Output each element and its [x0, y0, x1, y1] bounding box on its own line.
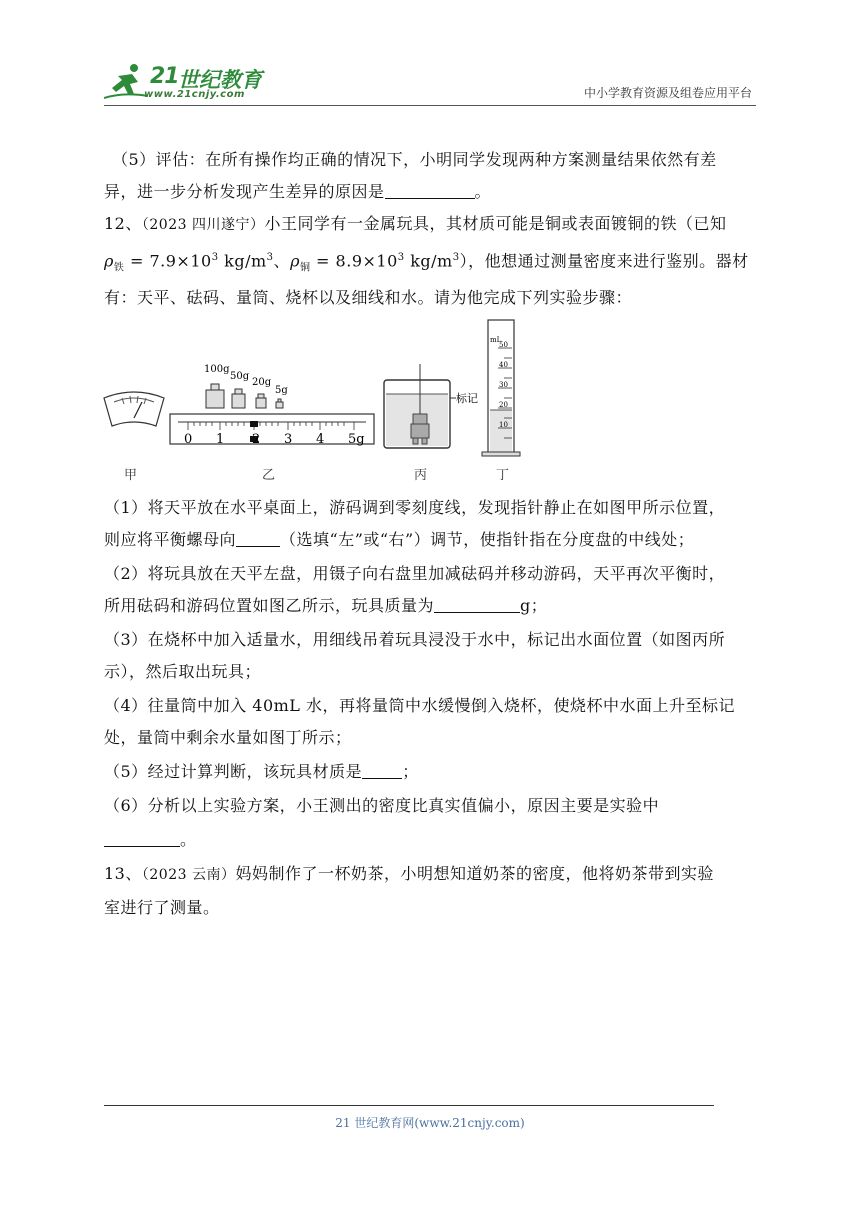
- q13-number: 13、: [104, 864, 142, 883]
- step-5-tail: ；: [402, 762, 419, 781]
- copper-exponent: 3: [397, 252, 405, 263]
- balance-dial-icon: [104, 392, 164, 426]
- weight-label-50g: 50g: [230, 371, 250, 382]
- ruler-tick-5g: 5g: [348, 432, 365, 447]
- q12-number: 12、: [104, 214, 142, 233]
- figure-label-jia: 甲: [124, 468, 138, 483]
- rider-ruler: [170, 414, 374, 447]
- step-1-line-1: （1）将天平放在水平桌面上，游码调到零刻度线，发现指针静止在如图甲所示位置，: [104, 498, 726, 517]
- step-6-tail: 。: [180, 830, 197, 849]
- figure-label-ding: 丁: [496, 468, 510, 483]
- logo: [104, 62, 264, 102]
- iron-unit: kg/m: [218, 251, 267, 271]
- ruler-tick-1: 1: [216, 432, 225, 447]
- q12-source: （2023 四川遂宁）: [141, 217, 265, 233]
- weight-label-100g: 100g: [204, 364, 230, 375]
- cylinder-unit: mL: [490, 336, 502, 344]
- q11-line-2-text: 异，进一步分析发现产生差异的原因是: [104, 182, 385, 201]
- step-4-line-1: （4）往量筒中加入 40mL 水，再将量筒中水缓慢倒入烧杯，使烧杯中水面上升至标记: [104, 696, 736, 715]
- step-3-line-1: （3）在烧杯中加入适量水，用细线吊着玩具浸没于水中，标记出水面位置（如图丙所: [104, 630, 726, 649]
- q12-line-1: [104, 214, 726, 235]
- q11-line-2: [104, 182, 491, 202]
- mark-label: 标记: [456, 392, 478, 405]
- rho-copper-value: = 8.9×10: [310, 251, 398, 271]
- step-4-line-2: 处，量筒中剩余水量如图丁所示；: [104, 728, 352, 747]
- header-divider: [104, 105, 756, 106]
- measuring-cylinder-icon: [482, 320, 520, 456]
- step-2-line-2: [104, 596, 547, 616]
- ruler-tick-0: 0: [184, 432, 193, 447]
- answer-blank[interactable]: [385, 183, 475, 199]
- step-1-text: 则应将平衡螺母向: [104, 530, 237, 549]
- rho-iron-symbol: ρ: [104, 251, 114, 271]
- answer-blank[interactable]: [104, 831, 180, 847]
- cylinder-tick-20: 20: [499, 401, 508, 409]
- separator: 、: [273, 251, 291, 271]
- iron-exponent: 3: [211, 252, 219, 263]
- q11-line-1: （5）评估：在所有操作均正确的情况下，小明同学发现两种方案测量结果依然有差: [112, 150, 717, 169]
- footer-text: 21 世纪教育网(www.21cnjy.com): [335, 1116, 525, 1130]
- copper-unit-exponent: 3: [452, 252, 460, 263]
- q12-line-3: 有：天平、砝码、量筒、烧杯以及细线和水。请为他完成下列实验步骤：: [104, 288, 633, 307]
- rho-iron-value: = 7.9×10: [124, 251, 212, 271]
- weight-label-5g: 5g: [275, 385, 288, 396]
- cylinder-tick-30: 30: [499, 381, 508, 389]
- q12-line-2-tail: ），他想通过测量密度来进行鉴别。器材: [459, 251, 749, 271]
- rho-copper-symbol: ρ: [290, 251, 300, 271]
- weight-label-20g: 20g: [252, 377, 272, 388]
- answer-blank[interactable]: [434, 597, 520, 613]
- step-3-line-2: 示），然后取出玩具；: [104, 662, 262, 681]
- step-1-line-2: [104, 530, 694, 550]
- weights-group: [204, 364, 288, 408]
- step-6-line-1: （6）分析以上实验方案，小王测出的密度比真实值偏小，原因主要是实验中: [104, 796, 660, 815]
- q12-text: 小王同学有一金属玩具，其材质可能是铜或表面镀铜的铁（已知: [264, 214, 727, 233]
- step-1-tail: （选填“左”或“右”）调节，使指针指在分度盘的中线处；: [280, 530, 695, 549]
- step-5-line: [104, 762, 419, 782]
- runner-icon: [104, 62, 148, 102]
- platform-tagline: 中小学教育资源及组卷应用平台: [583, 86, 752, 100]
- footer-divider: [104, 1105, 714, 1106]
- step-2-tail: g；: [520, 596, 548, 615]
- q13-text: 妈妈制作了一杯奶茶，小明想知道奶茶的密度，他将奶茶带到实验: [235, 864, 714, 883]
- logo-number: 21: [150, 64, 179, 89]
- q11-line-2-end: 。: [474, 182, 492, 201]
- step-5-text: （5）经过计算判断，该玩具材质是: [104, 762, 363, 781]
- ruler-tick-3: 3: [284, 432, 293, 447]
- figure-label-yi: 乙: [262, 468, 276, 483]
- experiment-figure: [100, 318, 540, 458]
- figure-label-bing: 丙: [414, 468, 428, 483]
- logo-url: www.21cnjy.com: [144, 89, 245, 100]
- q13-line-1: [104, 864, 714, 885]
- rho-iron-subscript: 铁: [113, 262, 125, 274]
- step-2-line-1: （2）将玩具放在天平左盘，用镊子向右盘里加减砝码并移动游码，天平再次平衡时，: [104, 564, 726, 583]
- ruler-tick-2: 2: [252, 432, 261, 447]
- ruler-tick-4: 4: [316, 432, 325, 447]
- cylinder-tick-10: 10: [499, 421, 508, 429]
- copper-unit: kg/m: [404, 251, 453, 271]
- q13-source: （2023 云南）: [141, 867, 236, 883]
- q12-line-2: [104, 248, 749, 279]
- rho-copper-subscript: 铜: [299, 262, 311, 274]
- cylinder-tick-40: 40: [499, 361, 508, 369]
- logo-name: 世纪教育: [178, 68, 262, 92]
- page-header: [104, 54, 756, 106]
- iron-unit-exponent: 3: [266, 252, 274, 263]
- step-2-text: 所用砝码和游码位置如图乙所示，玩具质量为: [104, 596, 435, 615]
- step-6-line-2: [104, 830, 197, 850]
- answer-blank[interactable]: [236, 531, 280, 547]
- q13-line-2: 室进行了测量。: [104, 898, 220, 917]
- cylinder-tick-50: 50: [499, 341, 508, 349]
- answer-blank[interactable]: [362, 763, 402, 779]
- beaker-icon: [384, 364, 478, 448]
